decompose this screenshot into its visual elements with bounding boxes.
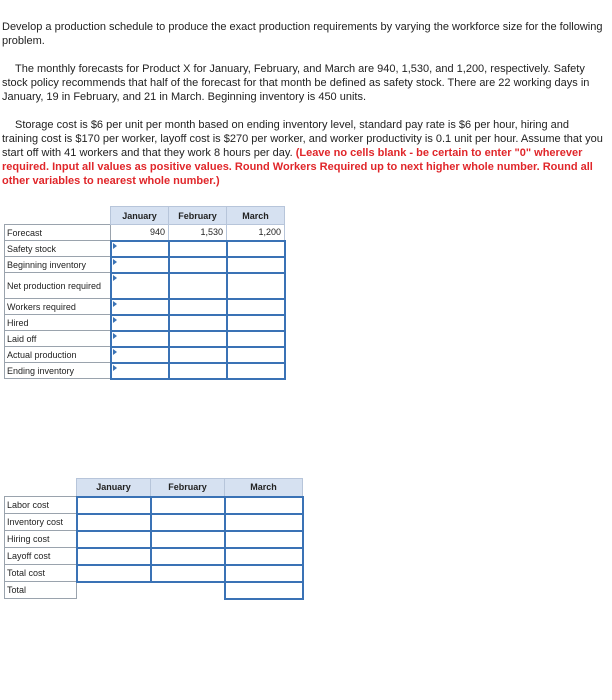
row-label: Actual production (5, 347, 111, 363)
input-cell[interactable] (77, 565, 151, 582)
input-cell[interactable] (225, 497, 303, 514)
input-cell[interactable] (227, 273, 285, 299)
input-cell[interactable] (111, 347, 169, 363)
production-schedule-table (4, 206, 286, 380)
intro-paragraph: Develop a production schedule to produce the exact production requirements by varying the workforce size for the following problem. (2, 21, 603, 47)
input-cell[interactable] (111, 241, 169, 257)
input-cell[interactable] (169, 299, 227, 315)
cost-paragraph (2, 118, 608, 188)
input-cell[interactable] (151, 548, 225, 565)
input-cell[interactable] (225, 565, 303, 582)
empty-cell (151, 582, 225, 599)
input-cell[interactable] (151, 531, 225, 548)
row-label: Hiring cost (5, 531, 77, 548)
row-actual-production (5, 347, 285, 363)
row-ending-inventory (5, 363, 285, 379)
row-safety-stock (5, 241, 285, 257)
row-label: Laid off (5, 331, 111, 347)
row-label: Beginning inventory (5, 257, 111, 273)
input-cell[interactable] (77, 497, 151, 514)
input-marker-icon (113, 243, 117, 249)
input-marker-icon (113, 349, 117, 355)
forecast-paragraph: The monthly forecasts for Product X for January, February, and March are 940, 1,530, and 1,200, respectively. Safety stock policy recommends that half of the forecast for that month be defined as safety stock. There are 22 working days in January, 19 in February, and 21 in March. Beginning inventory is 450 units. (2, 63, 590, 103)
input-cell[interactable] (169, 273, 227, 299)
forecast-february: 1,530 (169, 225, 227, 241)
col-march: March (227, 207, 285, 225)
row-labor-cost (5, 497, 303, 514)
input-cell[interactable] (111, 315, 169, 331)
input-marker-icon (113, 275, 117, 281)
input-cell[interactable] (227, 363, 285, 379)
row-total (5, 582, 303, 599)
row-label: Labor cost (5, 497, 77, 514)
cost-table (4, 478, 304, 600)
empty-cell (77, 582, 151, 599)
input-cell[interactable] (227, 241, 285, 257)
row-label: Hired (5, 315, 111, 331)
input-cell[interactable] (227, 347, 285, 363)
input-marker-icon (113, 317, 117, 323)
cost-text: Storage cost is $6 per unit per month based on ending inventory level, standard pay rate is $6 per hour, hiring and training cost is $170 per worker, layoff cost is $270 per worker, and worker productivity is 0.1 unit per hour. Assume that you start off with 41 workers and that they work 8 hours per day. (2, 119, 603, 159)
total-input-cell[interactable] (225, 582, 303, 599)
forecast-march: 1,200 (227, 225, 285, 241)
row-label: Total (5, 582, 77, 599)
row-laid-off (5, 331, 285, 347)
input-marker-icon (113, 365, 117, 371)
row-label: Inventory cost (5, 514, 77, 531)
input-cell[interactable] (169, 241, 227, 257)
row-label: Safety stock (5, 241, 111, 257)
input-cell[interactable] (169, 257, 227, 273)
forecast-january: 940 (111, 225, 169, 241)
input-marker-icon (113, 301, 117, 307)
row-hiring-cost (5, 531, 303, 548)
input-cell[interactable] (111, 363, 169, 379)
input-cell[interactable] (169, 315, 227, 331)
row-label: Forecast (5, 225, 111, 241)
input-cell[interactable] (169, 363, 227, 379)
col-january: January (77, 479, 151, 497)
input-cell[interactable] (225, 548, 303, 565)
input-cell[interactable] (227, 257, 285, 273)
row-layoff-cost (5, 548, 303, 565)
row-label: Layoff cost (5, 548, 77, 565)
input-cell[interactable] (227, 331, 285, 347)
col-march: March (225, 479, 303, 497)
row-total-cost (5, 565, 303, 582)
input-cell[interactable] (151, 565, 225, 582)
row-beginning-inventory (5, 257, 285, 273)
input-cell[interactable] (111, 273, 169, 299)
corner-cell (5, 207, 111, 225)
input-cell[interactable] (77, 531, 151, 548)
input-cell[interactable] (77, 514, 151, 531)
input-cell[interactable] (225, 531, 303, 548)
row-forecast (5, 225, 285, 241)
input-cell[interactable] (169, 331, 227, 347)
input-cell[interactable] (151, 514, 225, 531)
input-cell[interactable] (111, 299, 169, 315)
input-marker-icon (113, 259, 117, 265)
row-label: Ending inventory (5, 363, 111, 379)
row-label: Total cost (5, 565, 77, 582)
input-cell[interactable] (225, 514, 303, 531)
input-marker-icon (113, 333, 117, 339)
row-label: Net production required (5, 273, 111, 299)
input-cell[interactable] (227, 315, 285, 331)
col-february: February (151, 479, 225, 497)
corner-cell (5, 479, 77, 497)
col-february: February (169, 207, 227, 225)
input-cell[interactable] (169, 347, 227, 363)
input-cell[interactable] (111, 331, 169, 347)
row-hired (5, 315, 285, 331)
row-inventory-cost (5, 514, 303, 531)
input-cell[interactable] (227, 299, 285, 315)
col-january: January (111, 207, 169, 225)
instructions-text: (Leave no cells blank - be certain to enter "0" wherever required. Input all values as positive values. Round Workers Required up to next higher whole number. Round all other variables to nearest whole number.) (2, 147, 593, 187)
input-cell[interactable] (77, 548, 151, 565)
row-workers-required (5, 299, 285, 315)
row-label: Workers required (5, 299, 111, 315)
input-cell[interactable] (111, 257, 169, 273)
row-net-production (5, 273, 285, 299)
input-cell[interactable] (151, 497, 225, 514)
